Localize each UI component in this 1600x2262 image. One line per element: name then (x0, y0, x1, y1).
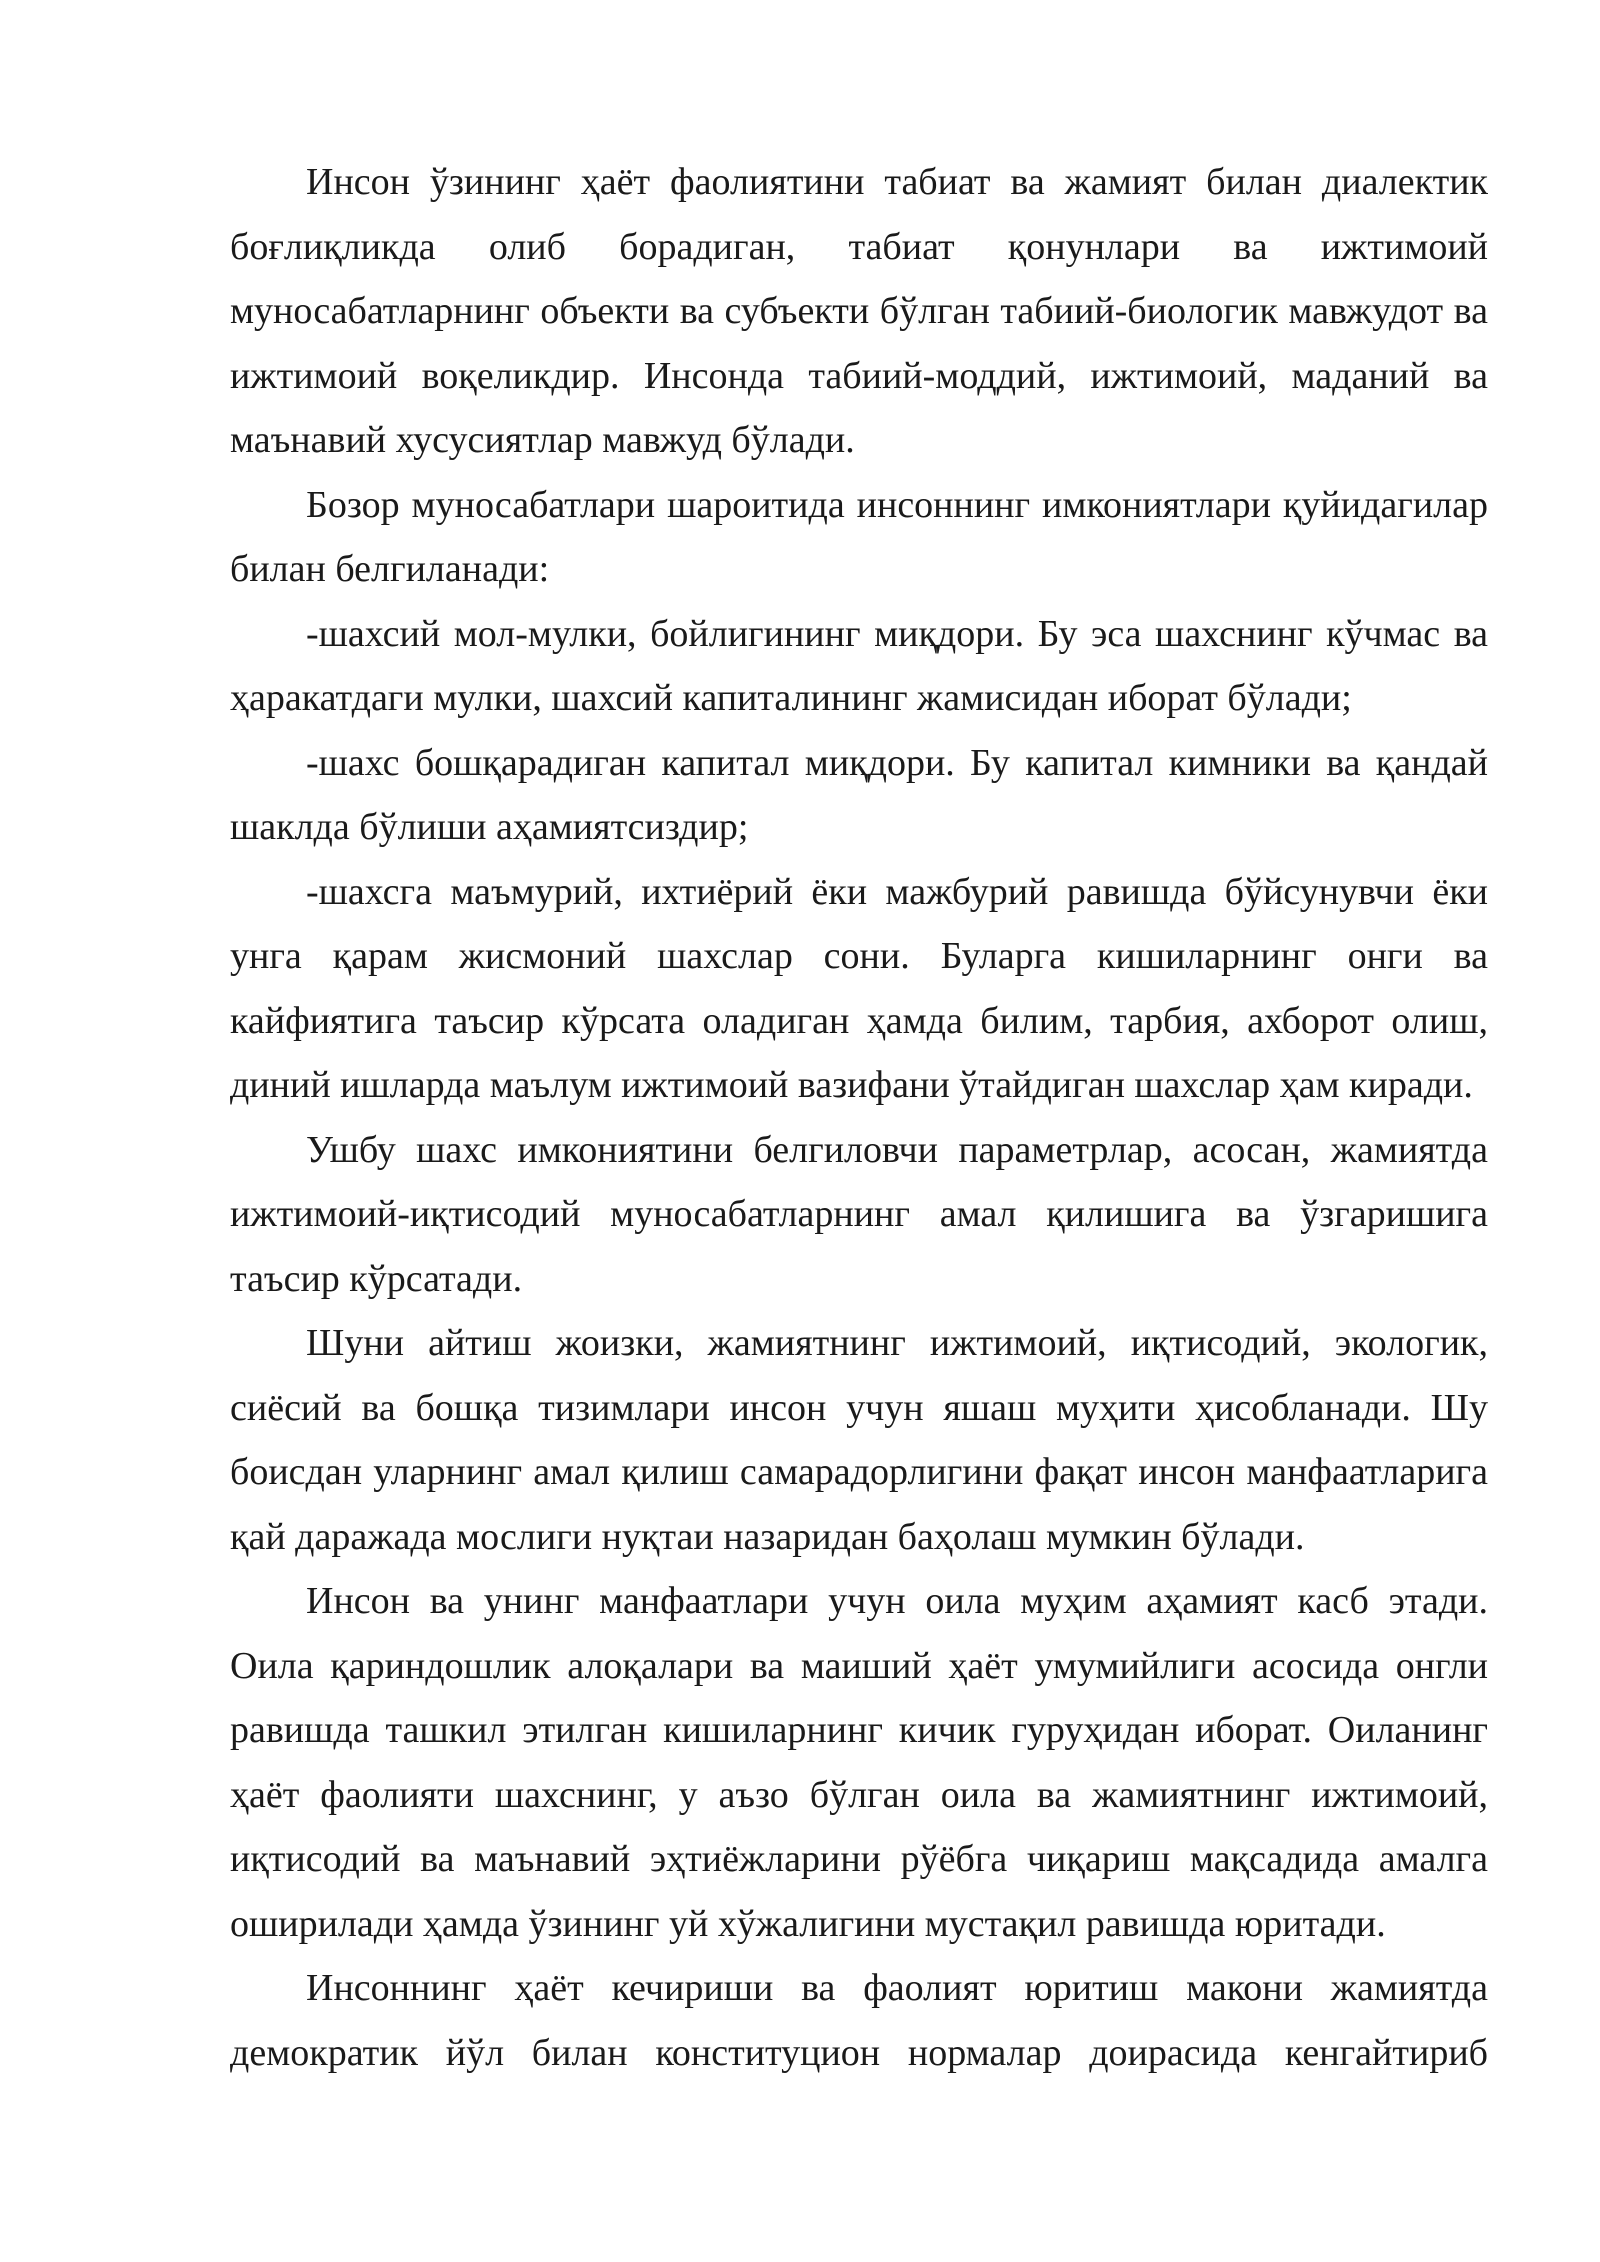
paragraph: Ушбу шахс имкониятини белгиловчи параметрлар, асосан, жамиятда ижтимоий-иқтисодий муносабатларнинг амал қилишига ва ўзгаришига таъсир кўрсатади. (230, 1128, 1488, 1300)
paragraph: Шуни айтиш жоизки, жамиятнинг ижтимоий, иқтисодий, экологик, сиёсий ва бошқа тизимлари инсон учун яшаш муҳити ҳисобланади. Шу боисдан уларнинг амал қилиш самарадорлигини фақат инсон манфаатларига қай даражада мослиги нуқтаи назаридан баҳолаш мумкин бўлади. (230, 1322, 1488, 1558)
paragraph: -шахсга маъмурий, ихтиёрий ёки мажбурий равишда бўйсунувчи ёки унга қарам жисмоний шахслар сони. Буларга кишиларнинг онги ва кайфиятига таъсир кўрсата оладиган ҳамда билим, тарбия, ахборот олиш, диний ишларда маълум ижтимоий вазифани ўтайдиган шахслар ҳам киради. (230, 870, 1488, 1106)
paragraph: Инсоннинг ҳаёт кечириши ва фаолият юритиш макони жамиятда демократик йўл билан конституцион нормалар доирасида кенгайтириб (230, 1967, 1488, 2074)
document-page (230, 150, 1488, 2085)
paragraph: -шахс бошқарадиган капитал миқдори. Бу капитал кимники ва қандай шаклда бўлиши аҳамиятсиздир; (230, 741, 1488, 848)
paragraph: Инсон ўзининг ҳаёт фаолиятини табиат ва жамият билан диалектик боғлиқликда олиб борадиган, табиат қонунлари ва ижтимоий муносабатларнинг объекти ва субъекти бўлган табиий-биологик мавжудот ва ижтимоий воқеликдир. Инсонда табиий-моддий, ижтимоий, маданий ва маънавий хусусиятлар мавжуд бўлади. (230, 161, 1488, 461)
paragraph: -шахсий мол-мулки, бойлигининг миқдори. Бу эса шахснинг кўчмас ва ҳаракатдаги мулки, шахсий капиталининг жамисидан иборат бўлади; (230, 612, 1488, 719)
paragraph: Инсон ва унинг манфаатлари учун оила муҳим аҳамият касб этади. Оила қариндошлик алоқалари ва маиший ҳаёт умумийлиги асосида онгли равишда ташкил этилган кишиларнинг кичик гуруҳидан иборат. Оиланинг ҳаёт фаолияти шахснинг, у аъзо бўлган оила ва жамиятнинг ижтимоий, иқтисодий ва маънавий эҳтиёжларини рўёбга чиқариш мақсадида амалга оширилади ҳамда ўзининг уй хўжалигини мустақил равишда юритади. (230, 1580, 1488, 1945)
paragraph: Бозор муносабатлари шароитида инсоннинг имкониятлари қуйидагилар билан белгиланади: (230, 483, 1488, 590)
